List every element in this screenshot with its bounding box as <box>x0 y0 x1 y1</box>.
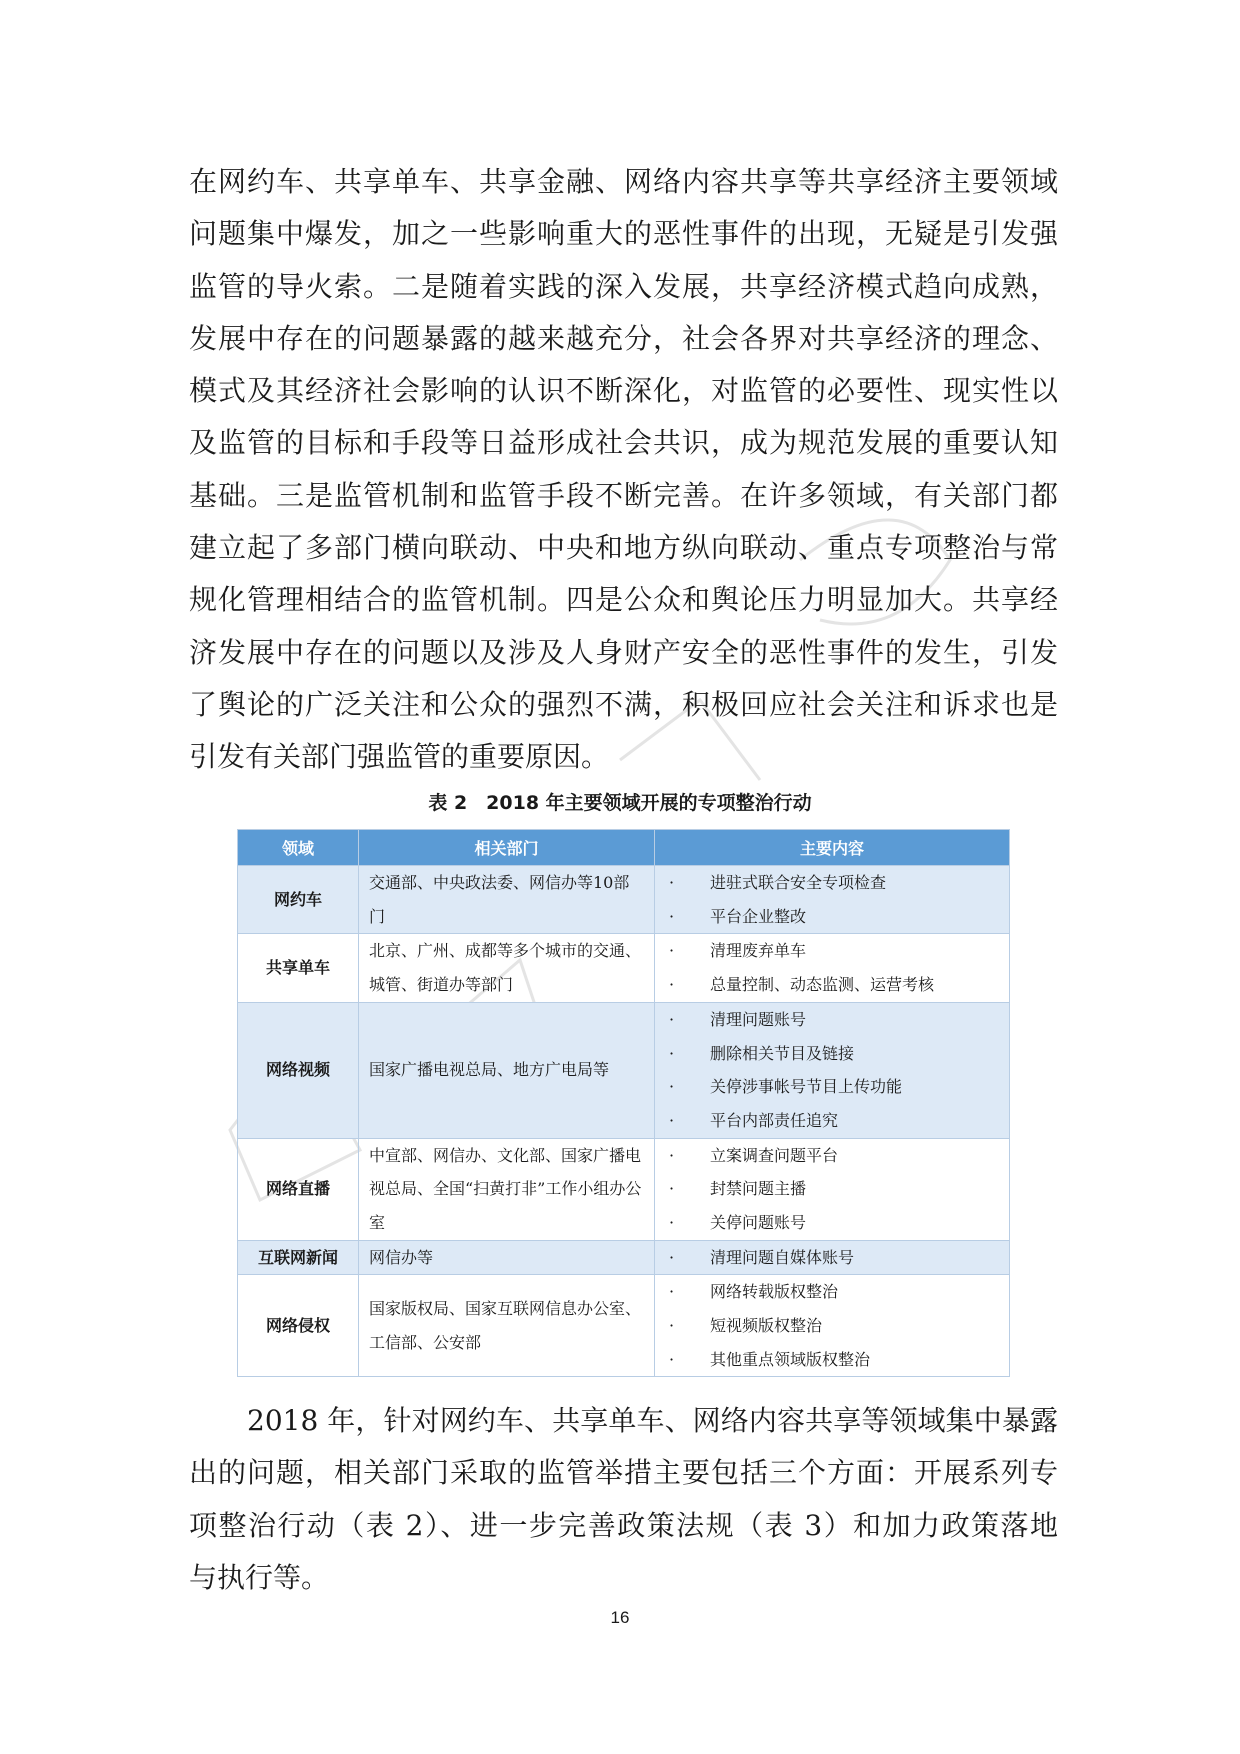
domain-cell: 互联网新闻 <box>238 1240 359 1275</box>
table-row <box>238 1275 1010 1377</box>
content-item-text: 短视频版权整治 <box>710 1316 823 1336</box>
bullet-icon: · <box>669 1179 675 1199</box>
content-cell <box>655 934 1010 1002</box>
header-domain: 领域 <box>238 830 359 866</box>
content-item <box>655 1241 1009 1275</box>
departments-cell: 交通部、中央政法委、网信办等10部门 <box>359 866 655 934</box>
text-line: 发展中存在的问题暴露的越来越充分，社会各界对共享经济的理念、 <box>189 321 1058 355</box>
content-item <box>655 1104 1009 1138</box>
text-line: 项整治行动（表 2）、进一步完善政策法规（表 3）和加力政策落地 <box>189 1508 1058 1542</box>
content-item <box>655 1003 1009 1037</box>
text-line: 了舆论的广泛关注和公众的强烈不满，积极回应社会关注和诉求也是 <box>189 687 1058 721</box>
domain-cell: 网络侵权 <box>238 1275 359 1377</box>
text-line: 与执行等。 <box>189 1560 330 1594</box>
text-line: 规化管理相结合的监管机制。四是公众和舆论压力明显加大。共享经 <box>189 583 1058 617</box>
content-item-text: 封禁问题主播 <box>710 1179 807 1199</box>
text-line: 出的问题，相关部门采取的监管举措主要包括三个方面：开展系列专 <box>189 1456 1058 1490</box>
bullet-icon: · <box>669 1247 675 1267</box>
bullet-icon: · <box>669 1043 675 1063</box>
content-item-text: 清理废弃单车 <box>710 941 807 961</box>
content-item-text: 平台企业整改 <box>710 906 807 926</box>
text-line: 2018 年，针对网约车、共享单车、网络内容共享等领域集中暴露 <box>247 1404 1058 1437</box>
table-row <box>238 1240 1010 1275</box>
content-item <box>655 1172 1009 1206</box>
content-item <box>655 1343 1009 1377</box>
content-item-text: 进驻式联合安全专项检查 <box>710 873 887 893</box>
content-item <box>655 1275 1009 1309</box>
content-item <box>655 1070 1009 1104</box>
header-departments: 相关部门 <box>359 830 655 866</box>
content-item-text: 关停问题账号 <box>710 1212 807 1232</box>
text-line: 及监管的目标和手段等日益形成社会共识，成为规范发展的重要认知 <box>189 426 1058 460</box>
bullet-icon: · <box>669 1282 675 1302</box>
domain-cell: 网约车 <box>238 866 359 934</box>
bullet-icon: · <box>669 873 675 893</box>
text-line: 问题集中爆发，加之一些影响重大的恶性事件的出现，无疑是引发强 <box>189 217 1058 251</box>
table-row <box>238 934 1010 1002</box>
bullet-icon: · <box>669 1077 675 1097</box>
content-cell <box>655 1275 1010 1377</box>
content-item-text: 平台内部责任追究 <box>710 1110 839 1130</box>
text-line: 监管的导火索。二是随着实践的深入发展，共享经济模式趋向成熟， <box>189 269 1058 303</box>
bullet-icon: · <box>669 1110 675 1130</box>
bullet-icon: · <box>669 1145 675 1165</box>
content-item-text: 总量控制、动态监测、运营考核 <box>710 975 935 995</box>
content-item-text: 删除相关节目及链接 <box>710 1043 855 1063</box>
text-line: 在网约车、共享单车、共享金融、网络内容共享等共享经济主要领域 <box>189 165 1058 198</box>
content-item <box>655 968 1009 1002</box>
domain-cell: 网络直播 <box>238 1138 359 1240</box>
departments-cell: 北京、广州、成都等多个城市的交通、城管、街道办等部门 <box>359 934 655 1002</box>
content-item-text: 其他重点领域版权整治 <box>710 1349 871 1369</box>
bullet-icon: · <box>669 1212 675 1232</box>
text-line: 模式及其经济社会影响的认识不断深化，对监管的必要性、现实性以 <box>189 374 1058 408</box>
content-cell <box>655 1240 1010 1275</box>
bullet-icon: · <box>669 941 675 961</box>
bullet-icon: · <box>669 1316 675 1336</box>
content-cell <box>655 866 1010 934</box>
content-item <box>655 866 1009 900</box>
departments-cell: 中宣部、网信办、文化部、国家广播电视总局、全国“扫黄打非”工作小组办公室 <box>359 1138 655 1240</box>
departments-cell: 国家版权局、国家互联网信息办公室、工信部、公安部 <box>359 1275 655 1377</box>
table-row <box>238 1138 1010 1240</box>
domain-cell: 共享单车 <box>238 934 359 1002</box>
table-row <box>238 866 1010 934</box>
text-line: 基础。三是监管机制和监管手段不断完善。在许多领域，有关部门都 <box>189 478 1058 512</box>
text-line: 济发展中存在的问题以及涉及人身财产安全的恶性事件的发生，引发 <box>189 635 1058 669</box>
content-item-text: 关停涉事帐号节目上传功能 <box>710 1077 903 1097</box>
bullet-icon: · <box>669 975 675 995</box>
text-line: 引发有关部门强监管的重要原因。 <box>189 740 610 774</box>
content-item <box>655 1309 1009 1343</box>
bullet-icon: · <box>669 1349 675 1369</box>
content-item <box>655 1139 1009 1173</box>
departments-cell: 网信办等 <box>359 1240 655 1275</box>
special-rectification-table <box>237 829 1010 1377</box>
bullet-icon: · <box>669 1009 675 1029</box>
header-content: 主要内容 <box>655 830 1010 866</box>
table-caption: 表 2 2018 年主要领域开展的专项整治行动 <box>428 792 812 814</box>
text-line: 建立起了多部门横向联动、中央和地方纵向联动、重点专项整治与常 <box>189 531 1058 565</box>
departments-cell: 国家广播电视总局、地方广电局等 <box>359 1002 655 1138</box>
content-item <box>655 1206 1009 1240</box>
content-cell <box>655 1138 1010 1240</box>
content-item <box>655 934 1009 968</box>
body-paragraph-1 <box>189 156 1058 784</box>
content-item <box>655 900 1009 934</box>
content-item-text: 清理问题自媒体账号 <box>710 1247 855 1267</box>
body-paragraph-2 <box>189 1395 1058 1604</box>
table-row <box>238 1002 1010 1138</box>
content-item-text: 清理问题账号 <box>710 1009 807 1029</box>
domain-cell: 网络视频 <box>238 1002 359 1138</box>
bullet-icon: · <box>669 906 675 926</box>
page-number: 16 <box>610 1608 630 1627</box>
content-item <box>655 1037 1009 1071</box>
content-item-text: 网络转载版权整治 <box>710 1282 839 1302</box>
content-cell <box>655 1002 1010 1138</box>
content-item-text: 立案调查问题平台 <box>710 1145 839 1165</box>
